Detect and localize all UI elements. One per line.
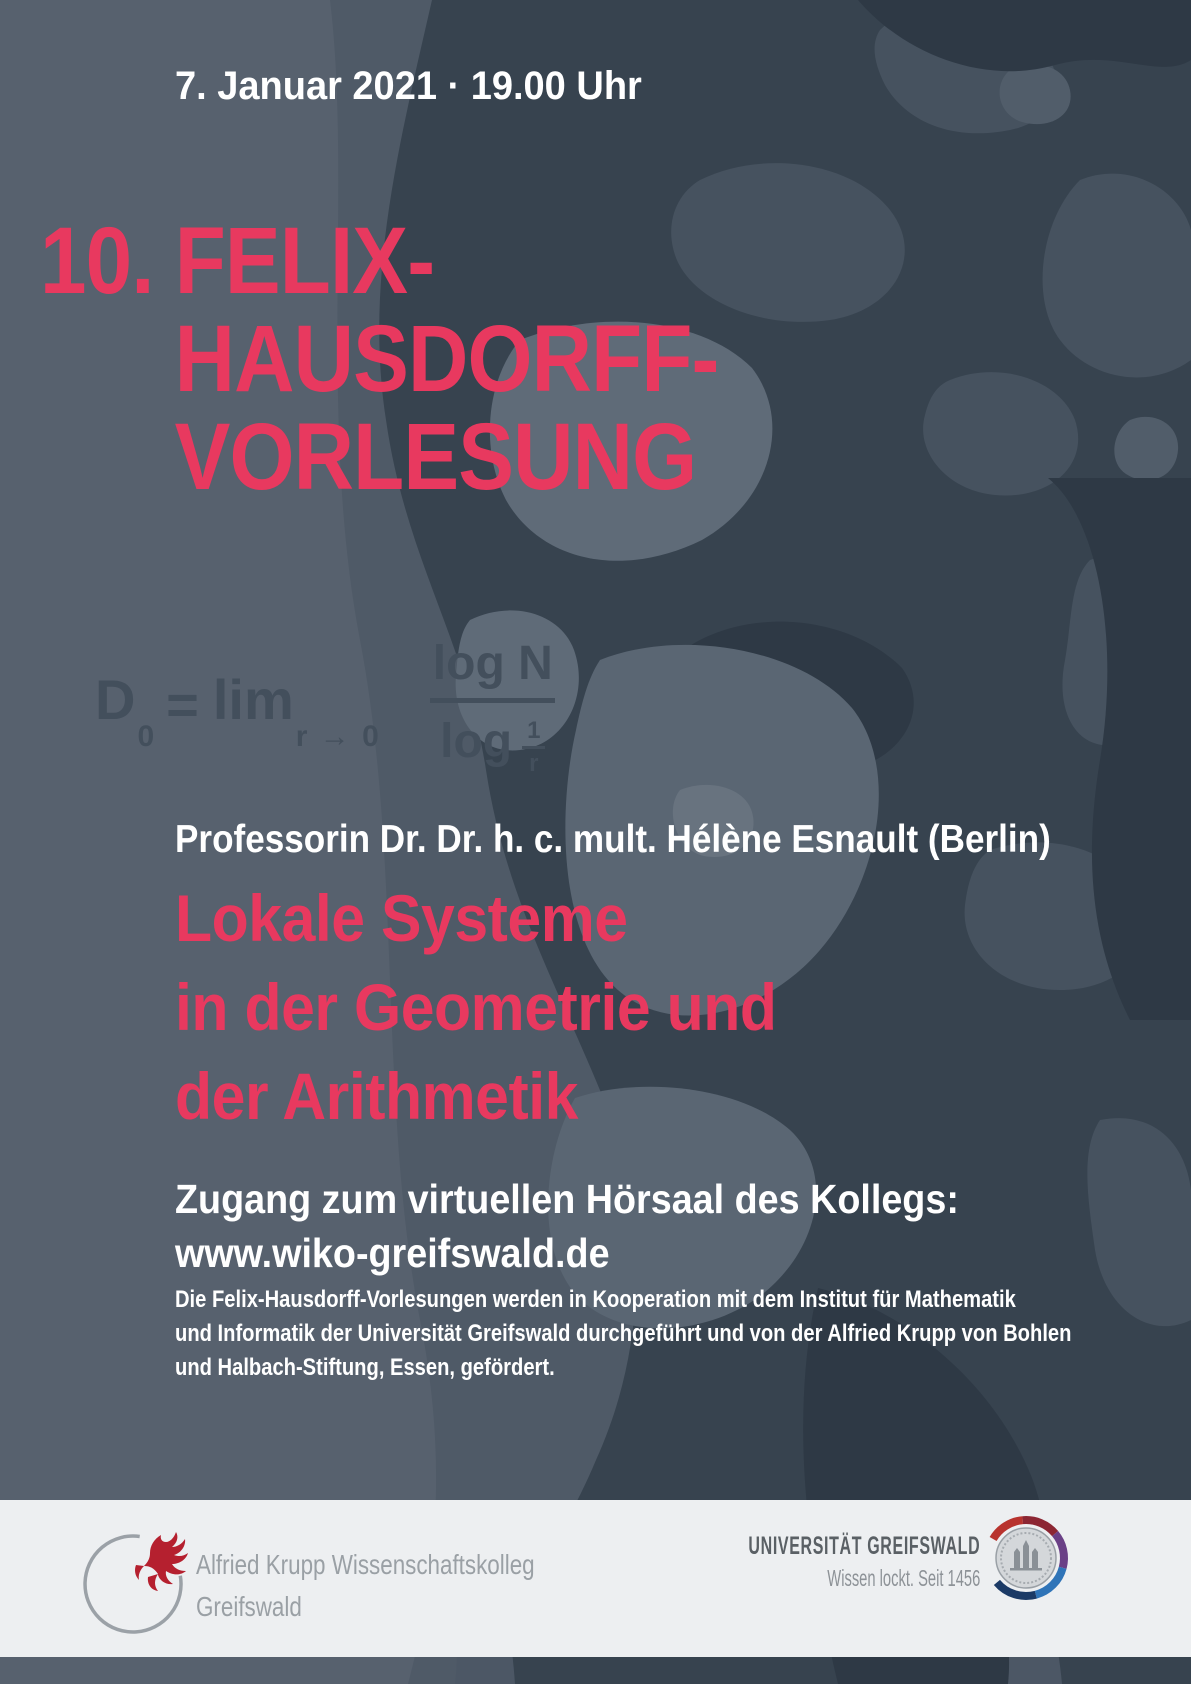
university-name: UNIVERSITÄT GREIFSWALD xyxy=(748,1532,980,1560)
formula-inner-fraction: 1 r xyxy=(522,719,545,776)
event-date: 7. Januar 2021 · 19.00 Uhr xyxy=(175,64,642,108)
series-number: 10. xyxy=(40,208,154,314)
formula-denominator: log 1 r xyxy=(430,698,555,770)
cooperation-note-line3: und Halbach-Stiftung, Essen, gefördert. xyxy=(175,1354,555,1381)
formula-equals: = xyxy=(166,673,199,736)
cooperation-note-line1: Die Felix-Hausdorff-Vorlesungen werden in Kooperation mit dem Institut für Mathematik xyxy=(175,1286,1016,1313)
series-title-line1: FELIX- xyxy=(174,208,435,314)
krupp-name-line2: Greifswald xyxy=(196,1591,302,1622)
krupp-name-line1: Alfried Krupp Wissenschaftskolleg xyxy=(196,1549,535,1580)
series-title xyxy=(40,208,719,510)
university-slogan: Wissen lockt. Seit 1456 xyxy=(827,1565,980,1591)
lecture-title-line3: der Arithmetik xyxy=(175,1059,578,1133)
formula-limit: $\lim_{r \to 0}$ xyxy=(212,668,381,753)
access-info xyxy=(175,1172,959,1280)
series-title-line2: HAUSDORFF- xyxy=(174,306,719,412)
krupp-kolleg-name xyxy=(196,1544,535,1628)
formula-symbol: $D_0$ xyxy=(95,668,155,753)
speaker-name: Professorin Dr. Dr. h. c. mult. Hélène Esnault (Berlin) xyxy=(175,818,1051,861)
formula-fraction xyxy=(423,637,563,777)
footer-logo-band xyxy=(0,1500,1191,1657)
lecture-title-line1: Lokale Systeme xyxy=(175,881,628,955)
cooperation-note-line2: und Informatik der Universität Greifswald durchgeführt und von der Alfried Krupp von Bohlen xyxy=(175,1320,1072,1347)
cooperation-note xyxy=(175,1283,1071,1385)
lecture-title xyxy=(175,874,776,1141)
university-wordmark xyxy=(748,1530,980,1593)
access-url: www.wiko-greifswald.de xyxy=(175,1230,610,1276)
hausdorff-dimension-formula xyxy=(95,637,563,777)
lecture-title-line2: in der Geometrie und xyxy=(175,970,777,1044)
formula-numerator: log N xyxy=(432,637,553,690)
access-label: Zugang zum virtuellen Hörsaal des Kollegs: xyxy=(175,1176,959,1222)
series-title-line3: VORLESUNG xyxy=(174,404,697,510)
krupp-kolleg-logo-icon xyxy=(80,1524,192,1642)
university-seal-icon xyxy=(966,1498,1088,1620)
